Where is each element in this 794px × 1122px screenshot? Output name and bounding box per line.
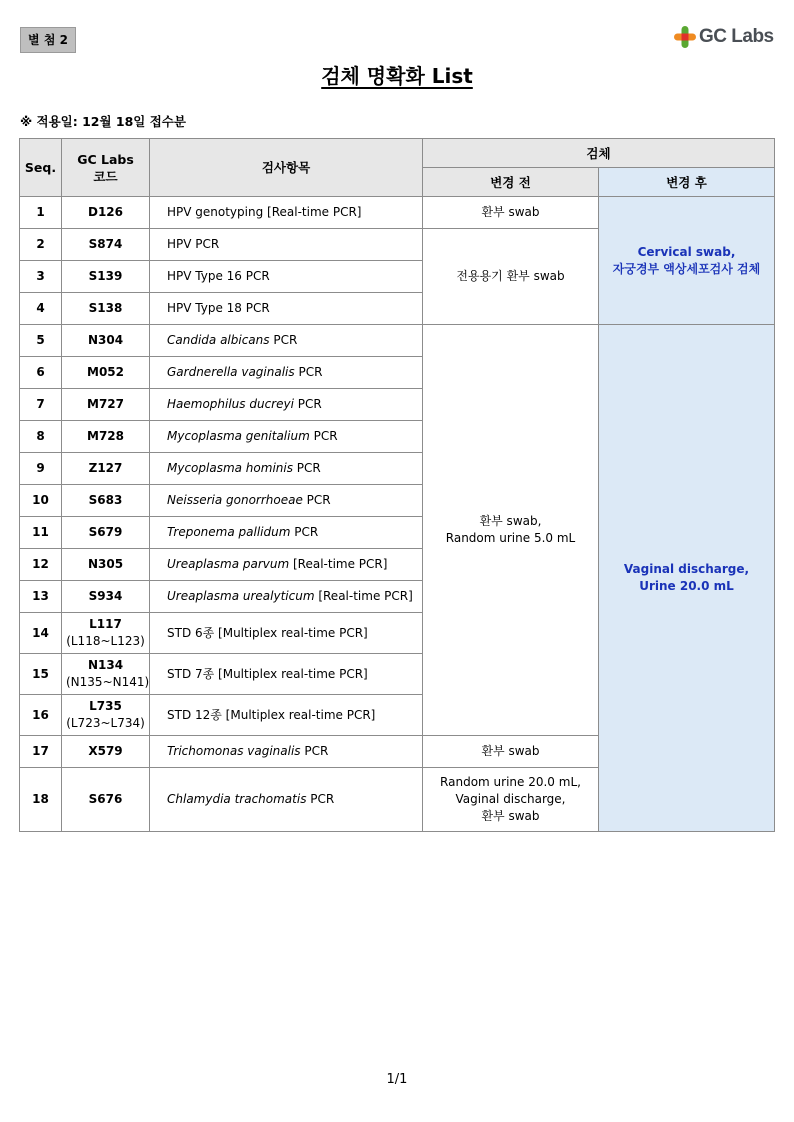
seq-cell: 13	[20, 581, 62, 613]
seq-cell: 5	[20, 325, 62, 357]
test-item-cell: Candida albicans PCR	[150, 325, 423, 357]
test-item-cell: Chlamydia trachomatis PCR	[150, 768, 423, 832]
test-item-cell: Treponema pallidum PCR	[150, 517, 423, 549]
table-row	[20, 197, 775, 229]
seq-cell: 12	[20, 549, 62, 581]
code-cell: L735 (L723~L734)	[62, 695, 150, 736]
page-number: 1/1	[386, 1072, 408, 1087]
header-specimen: 검체	[423, 139, 775, 168]
code-cell: N305	[62, 549, 150, 581]
test-item-cell: Neisseria gonorrhoeae PCR	[150, 485, 423, 517]
seq-cell: 18	[20, 768, 62, 832]
seq-cell: 17	[20, 736, 62, 768]
test-item-cell: Ureaplasma parvum [Real-time PCR]	[150, 549, 423, 581]
seq-cell: 8	[20, 421, 62, 453]
gc-labs-logo	[673, 24, 774, 50]
seq-cell: 11	[20, 517, 62, 549]
test-item-cell: Mycoplasma genitalium PCR	[150, 421, 423, 453]
header-before: 변경 전	[423, 168, 599, 197]
seq-cell: 2	[20, 229, 62, 261]
code-range: (N135~N141)	[66, 675, 150, 689]
code-cell: S934	[62, 581, 150, 613]
code-cell: S676	[62, 768, 150, 832]
code-range: (L723~L734)	[66, 716, 145, 730]
seq-cell: 4	[20, 293, 62, 325]
header-code	[62, 139, 150, 197]
test-item-cell: HPV Type 16 PCR	[150, 261, 423, 293]
test-item-cell: Haemophilus ducreyi PCR	[150, 389, 423, 421]
before-specimen-cell: 환부 swab	[423, 736, 599, 768]
seq-cell: 3	[20, 261, 62, 293]
test-item-cell: HPV Type 18 PCR	[150, 293, 423, 325]
seq-cell: 9	[20, 453, 62, 485]
test-item-cell: Mycoplasma hominis PCR	[150, 453, 423, 485]
seq-cell: 7	[20, 389, 62, 421]
seq-cell: 6	[20, 357, 62, 389]
header-code-line2: 코드	[93, 168, 118, 184]
code-range: (L118~L123)	[66, 634, 145, 648]
seq-cell: 15	[20, 654, 62, 695]
code-cell: S874	[62, 229, 150, 261]
test-item-cell: Trichomonas vaginalis PCR	[150, 736, 423, 768]
test-item-cell: HPV PCR	[150, 229, 423, 261]
code-cell: S679	[62, 517, 150, 549]
test-item-cell: Gardnerella vaginalis PCR	[150, 357, 423, 389]
code-cell: N304	[62, 325, 150, 357]
test-item-cell: STD 6종 [Multiplex real-time PCR]	[150, 613, 423, 654]
logo-text: GC Labs	[699, 26, 774, 47]
gc-labs-cross-icon	[673, 25, 697, 49]
code-cell: M727	[62, 389, 150, 421]
test-item-cell: STD 7종 [Multiplex real-time PCR]	[150, 654, 423, 695]
code-cell: D126	[62, 197, 150, 229]
header-after: 변경 후	[599, 168, 775, 197]
seq-cell: 16	[20, 695, 62, 736]
after-specimen-cell: Cervical swab, 자궁경부 액상세포검사 검체	[599, 197, 775, 325]
code-cell: M728	[62, 421, 150, 453]
before-specimen-cell: Random urine 20.0 mL, Vaginal discharge, 환부 swab	[423, 768, 599, 832]
specimen-table	[19, 138, 775, 832]
seq-cell: 1	[20, 197, 62, 229]
seq-cell: 14	[20, 613, 62, 654]
code-cell: N134 (N135~N141)	[62, 654, 150, 695]
header-test-item: 검사항목	[150, 139, 423, 197]
code-cell: S139	[62, 261, 150, 293]
header-code-line1: GC Labs	[77, 151, 134, 167]
code-cell: Z127	[62, 453, 150, 485]
after-specimen-cell: Vaginal discharge, Urine 20.0 mL	[599, 325, 775, 832]
header-seq: Seq.	[20, 139, 62, 197]
before-specimen-cell: 환부 swab	[423, 197, 599, 229]
test-item-cell: STD 12종 [Multiplex real-time PCR]	[150, 695, 423, 736]
code-cell: M052	[62, 357, 150, 389]
test-item-cell: HPV genotyping [Real-time PCR]	[150, 197, 423, 229]
page-title: 검체 명확화 List	[321, 64, 473, 88]
before-specimen-cell: 환부 swab, Random urine 5.0 mL	[423, 325, 599, 736]
apply-date-note: ※ 적용일: 12월 18일 접수분	[20, 114, 186, 129]
test-item-cell: Ureaplasma urealyticum [Real-time PCR]	[150, 581, 423, 613]
code-cell: S683	[62, 485, 150, 517]
code-cell: L117 (L118~L123)	[62, 613, 150, 654]
code-cell: X579	[62, 736, 150, 768]
seq-cell: 10	[20, 485, 62, 517]
code-cell: S138	[62, 293, 150, 325]
table-row	[20, 325, 775, 357]
attachment-badge: 별 첨 2	[20, 27, 76, 53]
before-specimen-cell: 전용용기 환부 swab	[423, 229, 599, 325]
